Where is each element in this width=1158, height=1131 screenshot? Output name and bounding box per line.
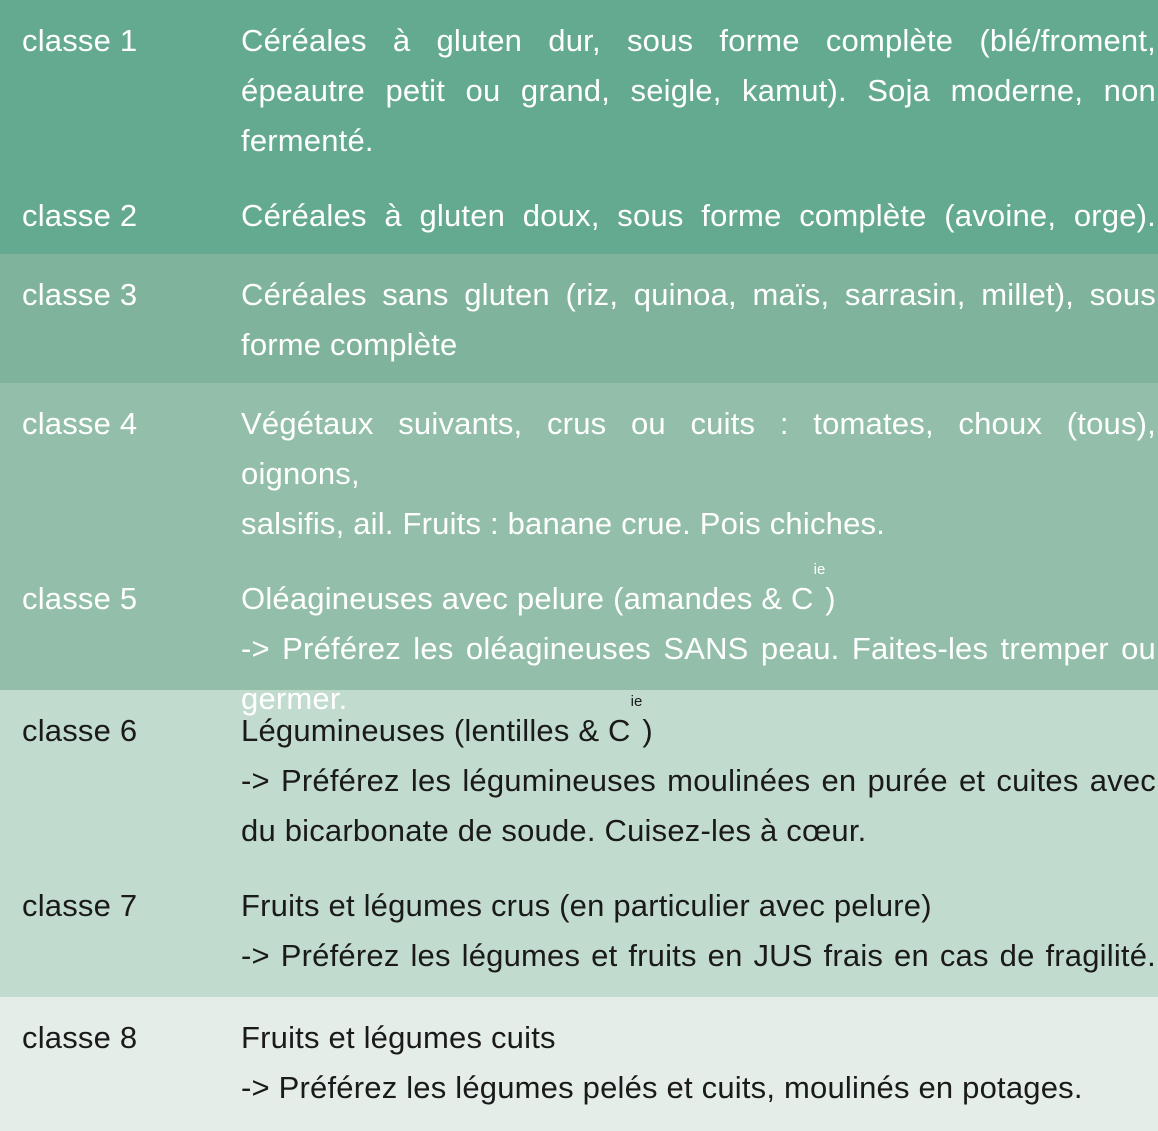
table-band <box>0 0 1158 254</box>
superscript: ie <box>630 693 643 710</box>
table-row <box>0 399 1158 549</box>
description-line <box>241 756 1156 806</box>
line-text: -> Préférez les légumineuses moulinées en purée et cuites avec <box>241 763 1156 798</box>
line-text-suffix: ) <box>825 581 836 616</box>
description-line <box>241 881 1156 931</box>
description-line <box>241 931 1156 981</box>
line-text: Légumineuses (lentilles & C <box>241 713 631 748</box>
class-label: classe 8 <box>22 1020 138 1055</box>
class-description <box>241 561 1156 724</box>
table-band <box>0 997 1158 1131</box>
class-label: classe 1 <box>22 23 138 58</box>
class-description <box>241 16 1156 166</box>
description-line <box>241 561 1156 624</box>
line-text: Céréales à gluten dur, sous forme complète (blé/froment, <box>241 23 1156 58</box>
class-label: classe 6 <box>22 713 138 748</box>
line-text: Fruits et légumes cuits <box>241 1020 556 1055</box>
description-line <box>241 499 1156 549</box>
description-line <box>241 270 1156 320</box>
superscript: ie <box>813 561 826 578</box>
table-row <box>0 881 1158 981</box>
description-line <box>241 624 1156 674</box>
line-text: -> Préférez les légumes et fruits en JUS frais en cas de fragilité. <box>241 938 1156 973</box>
class-label: classe 2 <box>22 198 138 233</box>
class-description <box>241 191 1156 241</box>
row-spacer <box>0 549 1158 574</box>
line-text: germer. <box>241 681 348 716</box>
line-text: -> Préférez les légumes pelés et cuits, moulinés en potages. <box>241 1070 1083 1105</box>
description-line <box>241 191 1156 241</box>
description-line <box>241 320 1156 370</box>
class-label: classe 4 <box>22 406 138 441</box>
table-band <box>0 254 1158 383</box>
line-text: forme complète <box>241 327 458 362</box>
table-row <box>0 1013 1158 1113</box>
class-label: classe 5 <box>22 581 138 616</box>
class-description <box>241 1013 1156 1113</box>
table-row <box>0 16 1158 166</box>
description-line <box>241 16 1156 66</box>
line-text: -> Préférez les oléagineuses SANS peau. Faites-les tremper ou <box>241 631 1156 666</box>
line-text: fermenté. <box>241 123 374 158</box>
table-band <box>0 690 1158 997</box>
line-text-suffix: ) <box>642 713 653 748</box>
class-description <box>241 270 1156 370</box>
line-text: du bicarbonate de soude. Cuisez-les à cœur. <box>241 813 867 848</box>
row-spacer <box>0 166 1158 191</box>
description-line <box>241 1013 1156 1063</box>
line-text: épeautre petit ou grand, seigle, kamut). Soja moderne, non <box>241 73 1156 108</box>
description-line <box>241 116 1156 166</box>
table-band <box>0 383 1158 716</box>
class-description <box>241 399 1156 549</box>
description-line <box>241 806 1156 856</box>
table-row <box>0 270 1158 370</box>
description-line <box>241 66 1156 116</box>
class-label: classe 7 <box>22 888 138 923</box>
description-line <box>241 399 1156 499</box>
class-label: classe 3 <box>22 277 138 312</box>
line-text: salsifis, ail. Fruits : banane crue. Pois chiches. <box>241 506 886 541</box>
line-text: Céréales sans gluten (riz, quinoa, maïs, sarrasin, millet), sous <box>241 277 1156 312</box>
line-text: Céréales à gluten doux, sous forme complète (avoine, orge). <box>241 198 1156 233</box>
line-text: Végétaux suivants, crus ou cuits : tomates, choux (tous), oignons, <box>241 406 1156 491</box>
line-text: Fruits et légumes crus (en particulier avec pelure) <box>241 888 932 923</box>
row-spacer <box>0 856 1158 881</box>
table-row <box>0 191 1158 241</box>
description-line <box>241 1063 1156 1113</box>
line-text: Oléagineuses avec pelure (amandes & C <box>241 581 814 616</box>
class-description <box>241 881 1156 981</box>
